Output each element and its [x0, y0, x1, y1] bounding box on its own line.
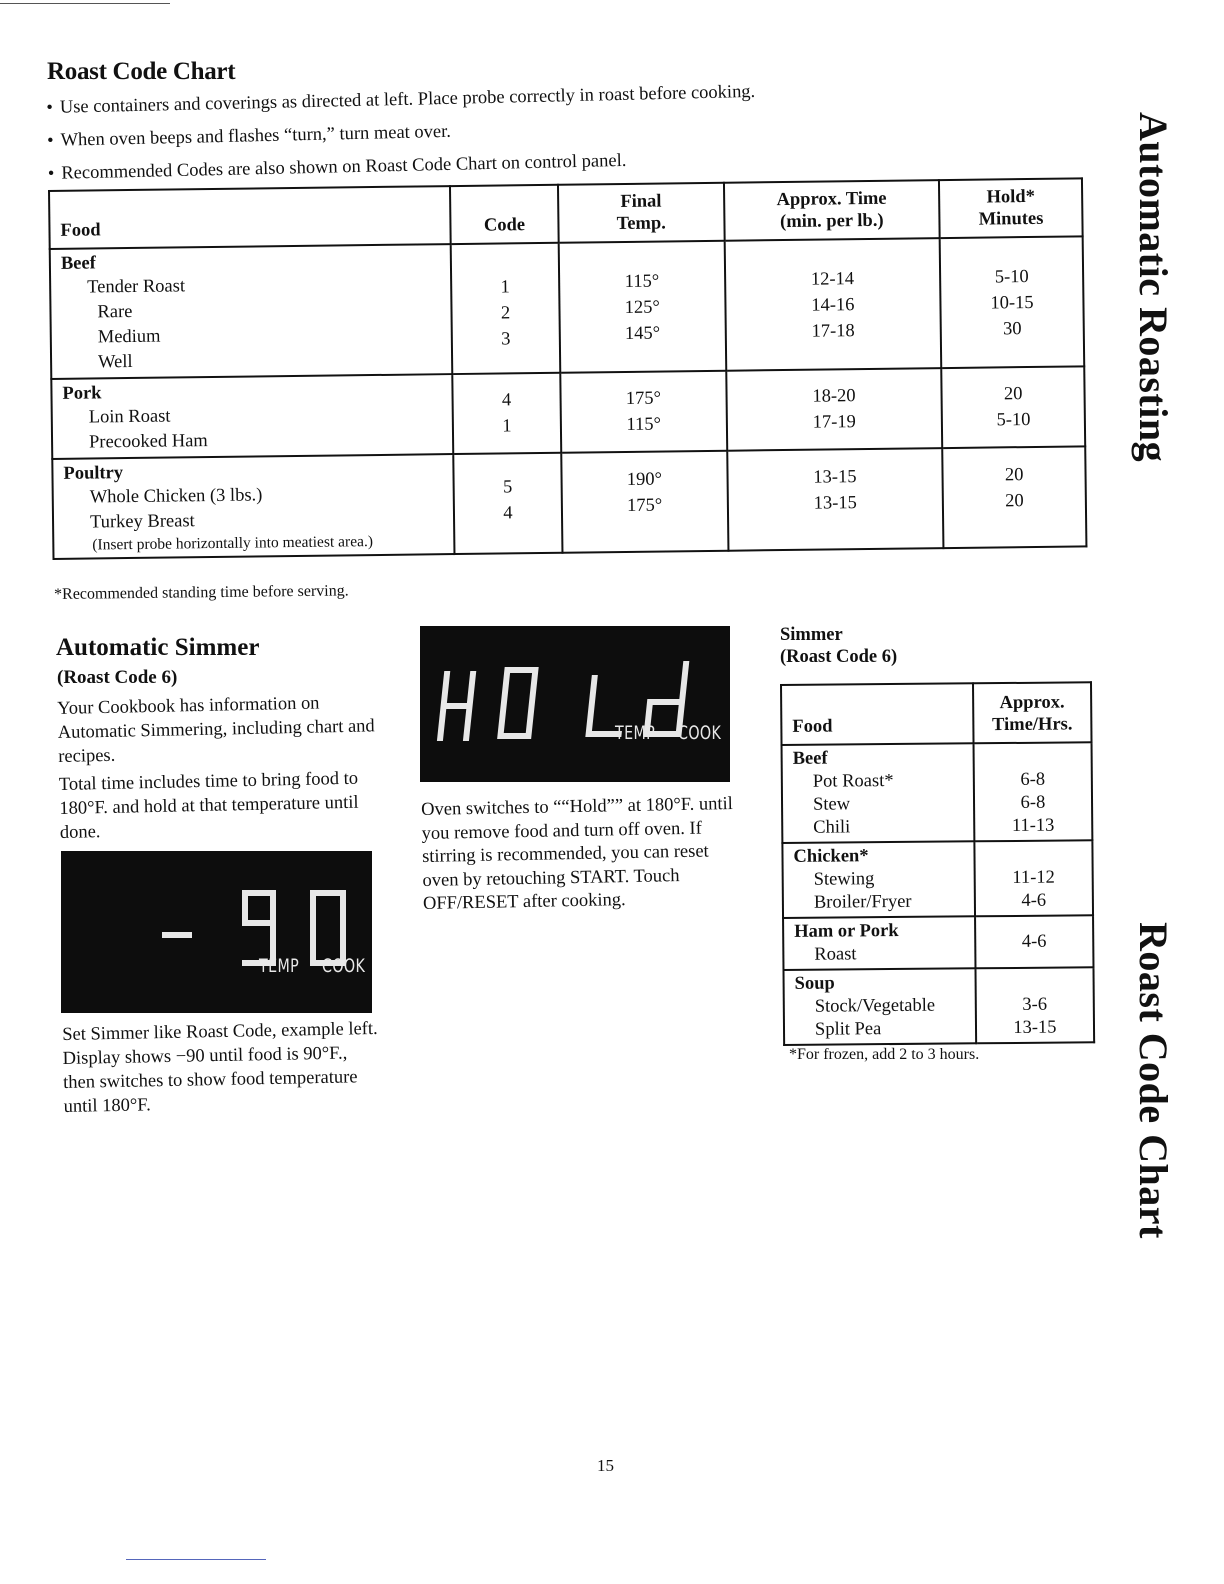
- group-label: Poultry: [63, 463, 124, 484]
- header-food: Food: [49, 186, 451, 249]
- simmer-table-heading: [780, 624, 897, 668]
- hold-digits-icon: [420, 626, 730, 782]
- header-hold-minutes: Hold* Minutes: [939, 178, 1083, 238]
- top-rule: [0, 3, 170, 4]
- bullet-item: • When oven beeps and flashes “turn,” turn meat over.: [47, 109, 757, 158]
- frozen-footnote: *For frozen, add 2 to 3 hours.: [789, 1046, 980, 1063]
- temp-label: TEMP: [615, 722, 656, 744]
- sub-item-label: Medium: [97, 326, 161, 348]
- simmer-title: Automatic Simmer: [56, 634, 260, 661]
- item-label: Tender Roast: [87, 276, 186, 298]
- sub-item-label: Well: [97, 351, 133, 373]
- side-title-automatic-roasting: Automatic Roasting: [1131, 112, 1176, 463]
- group-label: Pork: [62, 383, 102, 404]
- side-title-roast-code-chart: Roast Code Chart: [1131, 922, 1176, 1239]
- time-cell: 4-6: [975, 915, 1094, 968]
- item-label: Split Pea: [814, 1019, 882, 1040]
- table-row: [51, 366, 1085, 459]
- simmer-paragraph: Your Cookbook has information on Automatic Simmering, including chart and recipes.: [57, 693, 375, 767]
- page-title: Roast Code Chart: [47, 58, 236, 85]
- group-label: Soup: [794, 973, 835, 994]
- code-cell: 1 2 3: [451, 243, 560, 374]
- header-approx-time: Approx. Time/Hrs.: [973, 682, 1092, 743]
- time-cell: 6-8 6-8 11-13: [973, 742, 1092, 841]
- table-row: [782, 840, 1093, 918]
- simmer-heading-line: Simmer: [780, 625, 843, 645]
- code-cell: 4 1: [452, 373, 561, 454]
- group-label: Beef: [792, 748, 828, 769]
- bullet-item: • Recommended Codes are also shown on Roast Code Chart on control panel.: [47, 142, 757, 191]
- hold-cell: 20 5-10: [941, 366, 1085, 448]
- food-cell-pork: [51, 374, 453, 459]
- header-approx-time: Approx. Time (min. per lb.): [724, 180, 940, 241]
- header-food: Food: [781, 683, 973, 745]
- hold-cell: 5-10 10-15 30: [940, 236, 1084, 368]
- header-final-temp: Final Temp.: [558, 183, 724, 243]
- group-label: Chicken*: [793, 846, 869, 867]
- table-row: [50, 236, 1085, 379]
- temp-cell: 115° 125° 145°: [559, 241, 726, 373]
- hold-description: Oven switches to ““Hold”” at 180°F. until you remove food and turn off oven. If stirring is recommended, you can reset oven by retouching START. Touch OFF/RESET after cooking.: [421, 794, 733, 914]
- simmer-description: [57, 690, 380, 849]
- table-row: [783, 967, 1094, 1045]
- standing-time-footnote: *Recommended standing time before serving.: [54, 582, 349, 603]
- instruction-list: [46, 76, 757, 191]
- table-row: [782, 742, 1093, 843]
- simmer-paragraph: Total time includes time to bring food to 180°F. and hold at that temperature until done.: [58, 768, 359, 843]
- hold-display: [420, 626, 730, 782]
- group-label: Ham or Pork: [794, 920, 899, 942]
- time-cell: 12-14 14-16 17-18: [724, 238, 941, 371]
- item-label: Turkey Breast: [89, 511, 195, 533]
- group-label: Beef: [60, 253, 96, 274]
- food-cell: [783, 968, 975, 1045]
- table-row: [783, 915, 1093, 970]
- sub-item-label: Rare: [97, 301, 133, 323]
- item-label: Stew: [812, 794, 851, 815]
- table-row: [52, 446, 1086, 559]
- time-cell: 18-20 17-19: [726, 368, 943, 451]
- food-cell-poultry: [52, 454, 454, 559]
- cook-label: COOK: [322, 955, 366, 977]
- food-cell-beef: [50, 244, 453, 379]
- code-cell: 5 4: [453, 453, 562, 554]
- time-cell: 13-15 13-15: [727, 448, 944, 551]
- temp-label: TEMP: [259, 955, 300, 977]
- item-label: Loin Roast: [88, 406, 171, 428]
- cook-label: COOK: [678, 722, 722, 744]
- item-label: Precooked Ham: [88, 431, 208, 453]
- item-label: Roast: [814, 944, 857, 965]
- item-label: Whole Chicken (3 lbs.): [89, 485, 263, 508]
- probe-note: (Insert probe horizontally into meatiest area.): [92, 533, 374, 554]
- item-label: Stewing: [813, 869, 875, 890]
- minus-ninety-display: [61, 851, 372, 1013]
- time-cell: 11-12 4-6: [974, 840, 1093, 916]
- header-code: Code: [450, 185, 559, 244]
- food-cell: [782, 743, 975, 843]
- temp-cell: 175° 115°: [560, 371, 727, 453]
- bottom-rule: [126, 1559, 266, 1560]
- item-label: Broiler/Fryer: [813, 891, 912, 913]
- food-cell: [783, 916, 975, 970]
- hold-cell: 20 20: [942, 446, 1086, 548]
- temp-cell: 190° 175°: [561, 451, 728, 553]
- bullet-item: • Use containers and coverings as directed at left. Place probe correctly in roast before cooking.: [46, 76, 756, 125]
- simmer-caption: Set Simmer like Roast Code, example left. Display shows −90 until food is 90°F., then switches to show food temperature until 180°F.: [62, 1018, 378, 1117]
- roast-code-table: [48, 177, 1087, 560]
- page-number: 15: [597, 1456, 614, 1475]
- simmer-heading-line: (Roast Code 6): [780, 647, 898, 667]
- minus-ninety-digits-icon: [61, 851, 372, 1013]
- food-cell: [782, 841, 974, 918]
- item-label: Chili: [813, 817, 851, 838]
- simmer-table: [780, 681, 1095, 1046]
- table-header-row: [781, 682, 1092, 745]
- item-label: Stock/Vegetable: [814, 995, 936, 1017]
- simmer-subtitle: (Roast Code 6): [57, 667, 178, 688]
- item-label: Pot Roast*: [812, 771, 894, 792]
- time-cell: 3-6 13-15: [975, 967, 1094, 1043]
